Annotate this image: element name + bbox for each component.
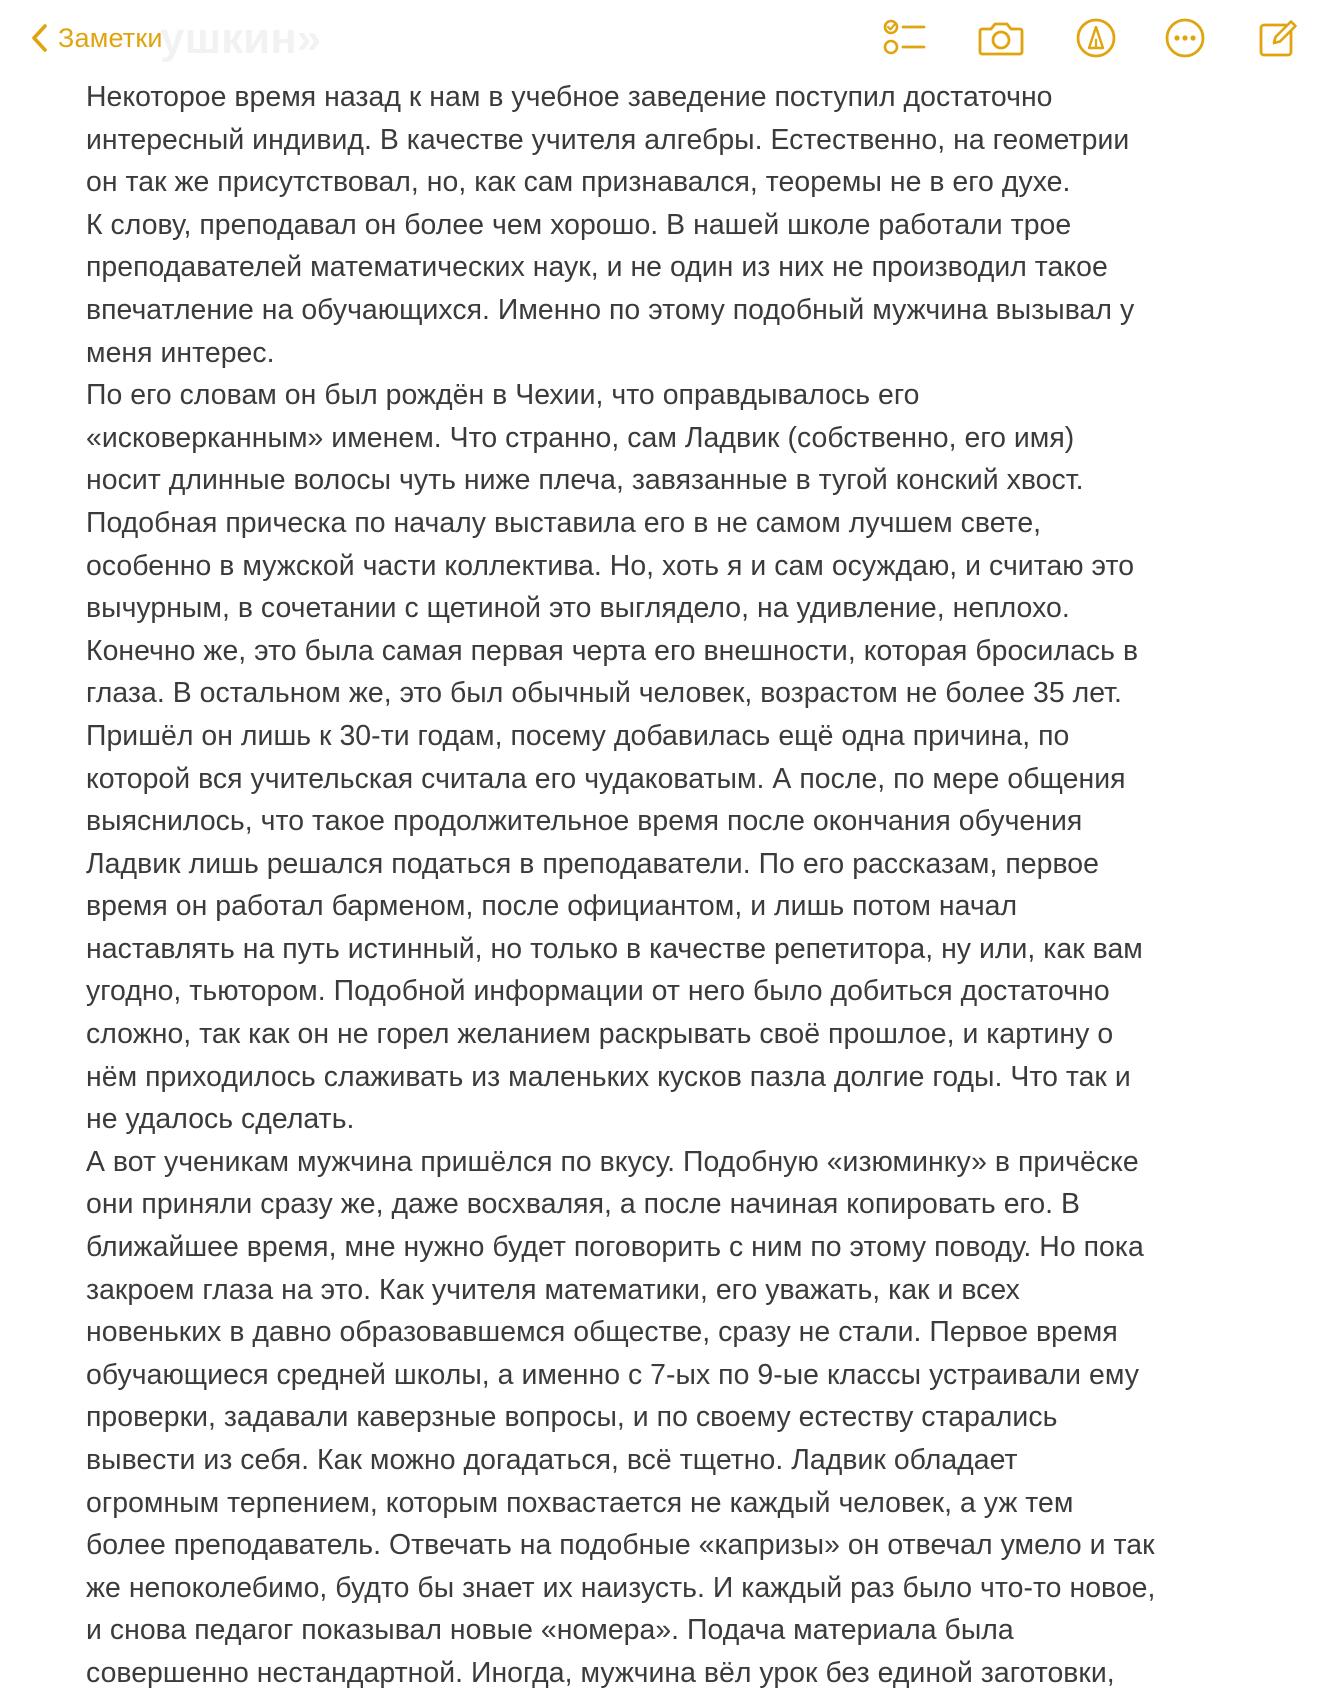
text-line: проверки, задавали каверзные вопросы, и по своему естеству старались (86, 1401, 1058, 1434)
compose-button[interactable] (1254, 15, 1300, 61)
markup-button[interactable] (1073, 15, 1119, 61)
text-line: Некоторое время назад к нам в учебное заведение поступил достаточно (86, 81, 1053, 113)
toolbar (0, 0, 1333, 76)
text-line: вычурным, в сочетании с щетиной это выглядело, на удивление, неплохо. (86, 592, 1070, 625)
text-line: ближайшее время, мне нужно будет поговорить с ним по этому поводу. Но пока (86, 1231, 1144, 1264)
text-line: совершенно нестандартной. Иногда, мужчина вёл урок без единой заготовки, (86, 1656, 1115, 1689)
text-line: время он работал барменом, после официантом, и лишь потом начал (86, 890, 1018, 923)
back-button[interactable] (30, 18, 163, 58)
checklist-button[interactable] (882, 15, 928, 61)
text-line: более преподаватель. Отвечать на подобные «капризы» он отвечал умело и так (86, 1529, 1155, 1562)
text-line: не удалось сделать. (86, 1103, 355, 1136)
text-line: К слову, преподавал он более чем хорошо. В нашей школе работали трое (86, 208, 1072, 241)
text-line: же непоколебимо, будто бы знает их наизусть. И каждый раз было что-то новое, (86, 1571, 1156, 1604)
chevron-left-icon (30, 23, 48, 53)
note-paragraph (86, 204, 1301, 374)
text-line: они приняли сразу же, даже восхваляя, а после начиная копировать его. В (86, 1188, 1081, 1221)
text-line: Конечно же, это была самая первая черта его внешности, которая бросилась в (86, 634, 1139, 667)
text-line: Ладвик лишь решался податься в преподаватели. По его рассказам, первое (86, 847, 1099, 880)
more-ellipsis-icon (1164, 17, 1206, 59)
text-line: обучающиеся средней школы, а именно с 7-ых по 9-ые классы устраивали ему (86, 1358, 1139, 1391)
text-line: преподавателей математических наук, и не один из них не производил такое (86, 251, 1108, 284)
text-line: сложно, так как он не горел желанием раскрывать своё прошлое, и картину о (86, 1018, 1114, 1051)
note-title-ghost: ушкин» (160, 14, 322, 63)
markup-pen-icon (1075, 17, 1117, 59)
text-line: угодно, тьютором. Подобной информации от него было добиться достаточно (86, 975, 1110, 1008)
text-line: огромным терпением, которым похвастается не каждый человек, а уж тем (86, 1486, 1074, 1519)
text-line: А вот ученикам мужчина пришёлся по вкусу. Подобную «изюминку» в причёске (86, 1145, 1139, 1178)
checklist-icon (883, 18, 927, 58)
note-paragraph (86, 76, 1301, 204)
text-line: закроем глаза на это. Как учителя математики, его уважать, как и всех (86, 1273, 1020, 1306)
text-line: особенно в мужской части коллектива. Но, хоть я и сам осуждаю, и считаю это (86, 549, 1135, 582)
note-body[interactable] (86, 76, 1301, 1695)
text-line: интересный индивид. В качестве учителя алгебры. Естественно, на геометрии (86, 123, 1130, 156)
text-line: носит длинные волосы чуть ниже плеча, завязанные в тугой конский хвост. (86, 464, 1084, 497)
camera-button[interactable] (978, 15, 1024, 61)
text-line: которой вся учительская считала его чудаковатым. А после, по мере общения (86, 762, 1126, 795)
compose-icon (1256, 17, 1298, 59)
back-label: Заметки (58, 22, 163, 53)
text-line: наставлять на путь истинный, но только в качестве репетитора, ну или, как вам (86, 932, 1143, 965)
text-line: «исковерканным» именем. Что странно, сам Ладвик (собственно, его имя) (86, 421, 1075, 454)
text-line: впечатление на обучающихся. Именно по этому подобный мужчина вызывал у (86, 293, 1135, 326)
text-line: Пришёл он лишь к 30-ти годам, посему добавилась ещё одна причина, по (86, 719, 1070, 752)
text-line: меня интерес. (86, 336, 275, 369)
text-line: Подобная прическа по началу выставила его в не самом лучшем свете, (86, 506, 1042, 539)
note-paragraph (86, 1141, 1301, 1695)
text-line: выяснилось, что такое продолжительное время после окончания обучения (86, 805, 1083, 838)
camera-icon (978, 19, 1024, 57)
note-paragraph (86, 374, 1301, 1141)
text-line: он так же присутствовал, но, как сам признавался, теоремы не в его духе. (86, 166, 1071, 199)
text-line: нём приходилось слаживать из маленьких кусков пазла долгие годы. Что так и (86, 1060, 1131, 1093)
text-line: По его словам он был рождён в Чехии, что оправдывалось его (86, 379, 920, 412)
text-line: новеньких в давно образовавшемся обществе, сразу не стали. Первое время (86, 1316, 1118, 1349)
text-line: глаза. В остальном же, это был обычный человек, возрастом не более 35 лет. (86, 677, 1122, 710)
more-button[interactable] (1162, 15, 1208, 61)
text-line: и снова педагог показывал новые «номера». Подача материала была (86, 1614, 1014, 1647)
text-line: вывести из себя. Как можно догадаться, всё тщетно. Ладвик обладает (86, 1444, 1018, 1476)
